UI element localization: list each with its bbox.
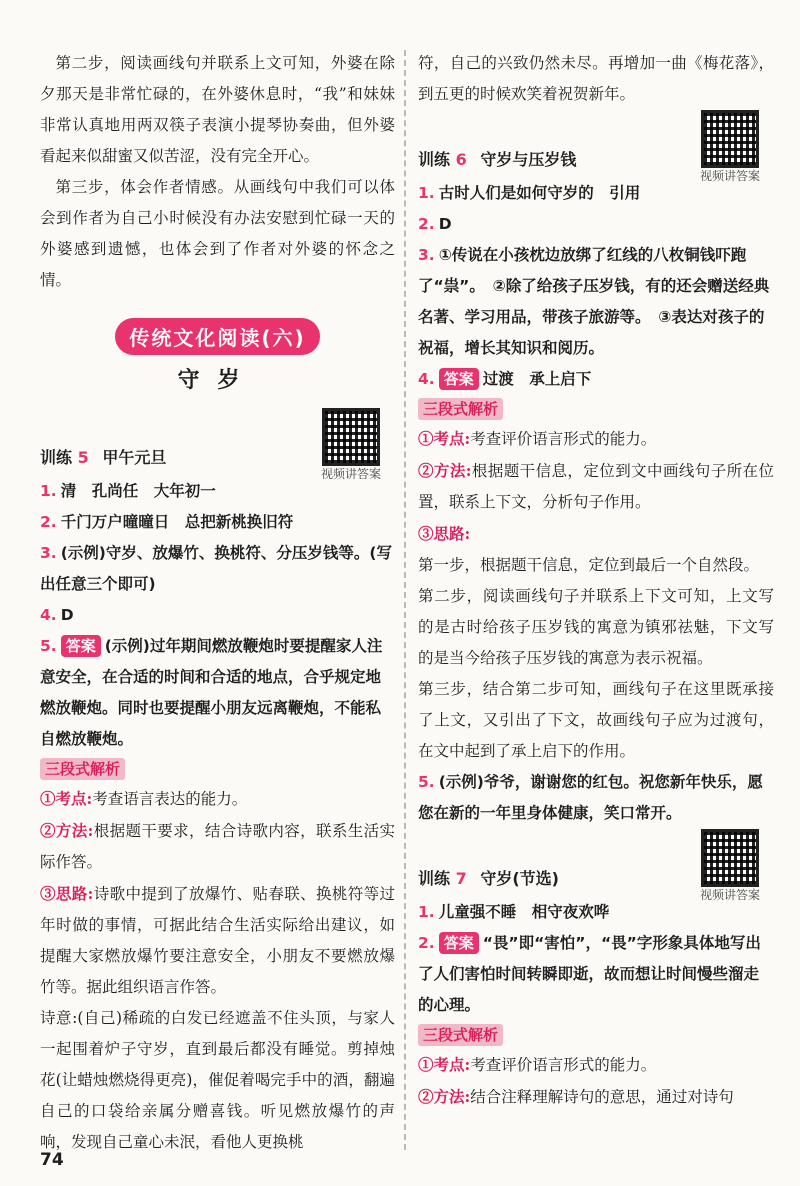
training-7-header [418,829,774,902]
training-6-header [418,110,774,183]
training-title: 训练 7 守岁(节选) [418,869,559,888]
answer-5: 5. 答案 (示例)过年期间燃放鞭炮时要提醒家人注意安全，在合适的时间和合适的地点，合乎规定地燃放鞭炮。同时也要提醒小朋友远离鞭炮，不能私自燃放鞭炮。 [40,637,383,748]
answer-badge: 答案 [439,932,479,954]
answer-2: 2. 千门万户曈曈日 总把新桃换旧符 [40,513,294,531]
answer-2: 2. 答案 “畏”即“害怕”，“畏”字形象具体地写出了人们害怕时间转瞬即逝，故而想让时间慢些溜走的心理。 [418,934,761,1014]
step-3: 第三步，结合第二步可知，画线句子在这里既承接了上文，又引出了下文，故画线句子应为过渡句，在文中起到了承上启下的作用。 [418,680,774,760]
answer-1: 1. 儿童强不睡 相守夜欢哗 [418,903,610,921]
step-1: 第一步，根据题干信息，定位到最后一个自然段。 [418,556,760,574]
qr-code-video[interactable]: 视频讲答案 [686,829,774,903]
analysis-fangfa: ②方法:根据题干要求，结合诗歌内容，联系生活实际作答。 [40,821,395,871]
right-column [418,48,774,1113]
intro-paragraph-1: 第二步，阅读画线句并联系上文可知，外婆在除夕那天是非常忙碌的，在外婆休息时，“我”和妹妹非常认真地用两双筷子表演小提琴协奏曲，但外婆看起来似甜蜜又似苦涩，没有完全开心。 [40,54,395,165]
analysis-tag: 三段式解析 [40,758,125,780]
qr-code-icon [322,408,380,466]
answer-1: 1. 古时人们是如何守岁的 引用 [418,184,641,202]
analysis-tag: 三段式解析 [418,398,503,420]
article-title: 守岁 [177,368,258,393]
answer-badge: 答案 [61,635,101,657]
training-title: 训练 5 甲午元旦 [40,448,167,467]
qr-code-video[interactable]: 视频讲答案 [686,110,774,184]
training-5-header [40,408,395,481]
analysis-silu: ③思路: [418,524,471,543]
analysis-kaodian: ①考点:考查评价语言形式的能力。 [418,1055,657,1074]
banner-text: 传统文化阅读(六) [115,318,319,355]
poem-meaning-continued: 符，自己的兴致仍然未尽。再增加一曲《梅花落》，到五更的时候欢笑着祝贺新年。 [418,54,774,103]
answer-2: 2. D [418,215,452,233]
qr-code-video[interactable]: 视频讲答案 [307,408,395,482]
analysis-silu: ③思路:诗歌中提到了放爆竹、贴春联、换桃符等过年时做的事情，可据此结合生活实际给出建议，如提醒大家燃放爆竹要注意安全，小朋友不要燃放爆竹等。据此组织语言作答。 [40,884,395,996]
analysis-tag: 三段式解析 [418,1024,503,1046]
column-divider [404,50,406,1150]
analysis-kaodian: ①考点:考查评价语言形式的能力。 [418,429,657,448]
answer-4: 4. D [40,606,74,624]
poem-meaning: 诗意:(自己)稀疏的白发已经遮盖不住头顶，与家人一起围着炉子守岁，直到最后都没有睡觉。剪掉烛花(让蜡烛燃烧得更亮)，催促着喝完手中的酒，翻遍自己的口袋给亲属分赠喜钱。听见燃放爆竹的声响，发现自己童心未泯，看他人更换桃 [40,1009,395,1151]
answer-badge: 答案 [439,368,479,390]
qr-code-icon [701,829,759,887]
page-number: 74 [40,1150,64,1170]
section-banner [40,318,395,355]
answer-4: 4. 答案 过渡 承上启下 [418,370,592,388]
training-title: 训练 6 守岁与压岁钱 [418,150,577,169]
left-column [40,48,395,1158]
answer-3: 3. (示例)守岁、放爆竹、换桃符、分压岁钱等。(写出任意三个即可) [40,544,392,593]
answer-5: 5. (示例)爷爷，谢谢您的红包。祝您新年快乐，愿您在新的一年里身体健康，笑口常开。 [418,773,763,822]
analysis-fangfa: ②方法:根据题干信息，定位到文中画线句子所在位置，联系上下文，分析句子作用。 [418,461,774,511]
qr-code-icon [701,110,759,168]
analysis-kaodian: ①考点:考查语言表达的能力。 [40,789,248,808]
answer-1: 1. 清 孔尚任 大年初一 [40,482,216,500]
answer-3: 3. ①传说在小孩枕边放绑了红线的八枚铜钱吓跑了“祟”。 ②除了给孩子压岁钱，有的还会赠送经典名著、学习用品，带孩子旅游等。 ③表达对孩子的祝福，增长其知识和阅历。 [418,246,770,357]
analysis-fangfa: ②方法:结合注释理解诗句的意思，通过对诗句 [418,1087,734,1106]
intro-paragraph-2: 第三步，体会作者情感。从画线句中我们可以体会到作者为自己小时候没有办法安慰到忙碌一天的外婆感到遗憾，也体会到了作者对外婆的怀念之情。 [40,178,395,289]
step-2: 第二步，阅读画线句子并联系上下文可知，上文写的是古时给孩子压岁钱的寓意为镇邪祛魅，下文写的是当今给孩子压岁钱的寓意为表示祝福。 [418,587,774,667]
